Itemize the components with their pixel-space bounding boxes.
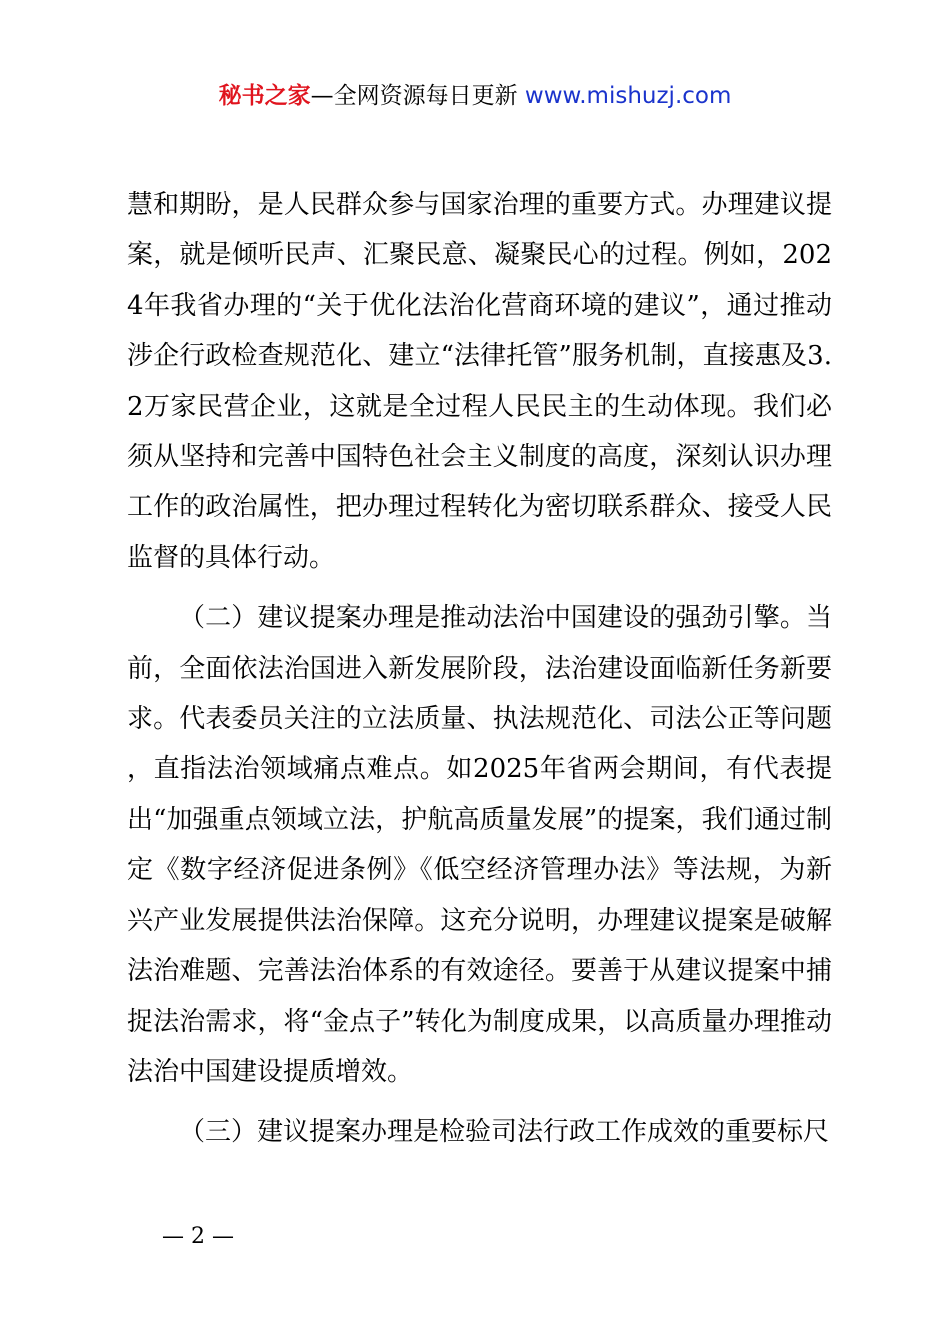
paragraph-section-two: （二）建议提案办理是推动法治中国建设的强劲引擎。当前，全面依法治国进入新发展阶段，法治建设面临新任务新要求。代表委员关注的立法质量、执法规范化、司法公正等问题，直指法治领域痛点难点。如2025年省两会期间，有代表提出“加强重点领域立法，护航高质量发展”的提案，我们通过制定《数字经济促进条例》《低空经济管理办法》等法规，为新兴产业发展提供法治保障。这充分说明，办理建议提案是破解法治难题、完善法治体系的有效途径。要善于从建议提案中捕捉法治需求，将“金点子”转化为制度成果，以高质量办理推动法治中国建设提质增效。	[127, 603, 832, 1087]
site-header	[0, 80, 950, 112]
paragraph-continuation: 慧和期盼，是人民群众参与国家治理的重要方式。办理建议提案，就是倾听民声、汇聚民意、凝聚民心的过程。例如，2024年我省办理的“关于优化法治化营商环境的建议”，通过推动涉企行政检查规范化、建立“法律托管”服务机制，直接惠及3.2万家民营企业，这就是全过程人民民主的生动体现。我们必须从坚持和完善中国特色社会主义制度的高度，深刻认识办理工作的政治属性，把办理过程转化为密切联系群众、接受人民监督的具体行动。	[127, 190, 832, 573]
site-brand: 秘书之家	[218, 83, 311, 109]
paragraph-section-three-heading: （三）建议提案办理是检验司法行政工作成效的重要标尺	[179, 1117, 830, 1148]
page-number: — 2 —	[162, 1224, 234, 1249]
site-url-link[interactable]: www.mishuzj.com	[524, 83, 732, 109]
document-body	[127, 180, 832, 1158]
site-tagline: —全网资源每日更新	[310, 83, 525, 109]
